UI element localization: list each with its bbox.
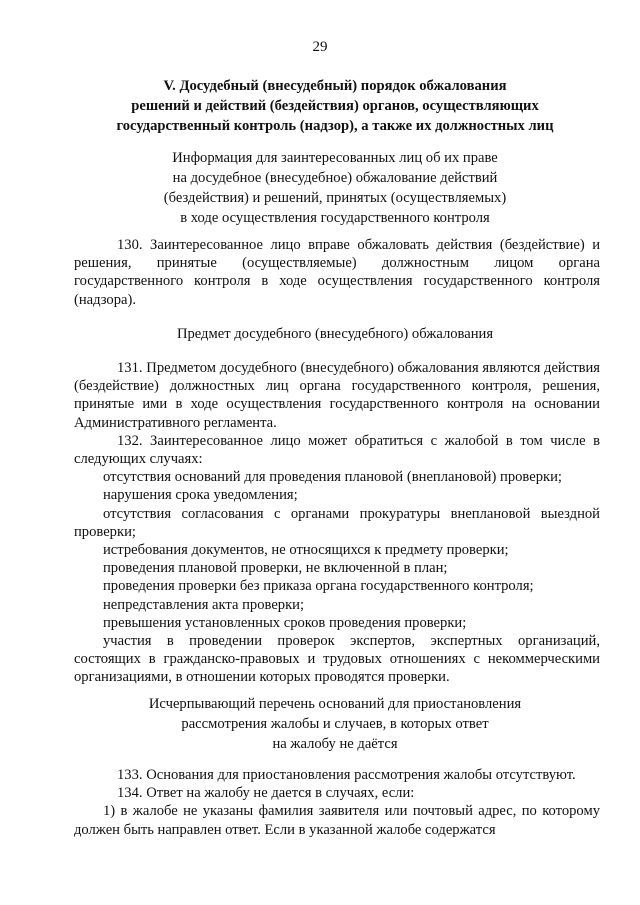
- paragraph-130-block: [74, 236, 600, 309]
- grounds-heading-line: рассмотрения жалобы и случаев, в которых ответ: [181, 716, 489, 732]
- subject-heading: Предмет досудебного (внесудебного) обжалования: [176, 326, 494, 342]
- main-body: [74, 359, 600, 687]
- grounds-heading-line: Исчерпывающий перечень оснований для приостановления: [148, 696, 522, 712]
- case-item: проведения проверки без приказа органа государственного контроля;: [103, 578, 534, 595]
- info-heading-line: в ходе осуществления государственного контроля: [180, 210, 490, 226]
- case-item: отсутствия оснований для проведения плановой (внеплановой) проверки;: [103, 469, 562, 486]
- grounds-heading-line: на жалобу не даётся: [272, 736, 398, 752]
- section-title-line: государственный контроль (надзор), а также их должностных лиц: [116, 118, 554, 134]
- case-item: превышения установленных сроков проведения проверки;: [103, 614, 467, 631]
- paragraph-134-item-1: 1) в жалобе не указаны фамилия заявителя или почтовый адрес, по которому должен быть направлен ответ. Если в указанной жалобе содержатся: [74, 803, 600, 838]
- info-heading: [100, 148, 570, 228]
- info-heading-line: Информация для заинтересованных лиц об их праве: [172, 150, 498, 166]
- page-number: 29: [312, 39, 328, 55]
- info-heading-line: (бездействия) и решений, принятых (осуществляемых): [163, 190, 507, 206]
- info-heading-line: на досудебное (внесудебное) обжалование действий: [172, 170, 498, 186]
- section-title: [70, 76, 600, 136]
- case-item: проведения плановой проверки, не включенной в план;: [103, 560, 448, 577]
- paragraph-134: 134. Ответ на жалобу не дается в случаях, если:: [117, 785, 415, 802]
- section-title-line: V. Досудебный (внесудебный) порядок обжалования: [163, 78, 507, 94]
- case-item: непредставления акта проверки;: [103, 596, 305, 613]
- grounds-heading: [100, 694, 570, 754]
- section-title-line: решений и действий (бездействия) органов, осуществляющих: [131, 98, 539, 114]
- paragraph-131: 131. Предметом досудебного (внесудебного) обжалования являются действия (бездействие) должностных лиц органа государственного контроля, решения, принятые ими в ходе осуществления государственного контроля на основании Административного регламента.: [74, 360, 600, 431]
- case-item: нарушения срока уведомления;: [103, 487, 298, 504]
- paragraph-132: 132. Заинтересованное лицо может обратиться с жалобой в том числе в следующих случаях:: [74, 432, 600, 468]
- closing-body: [74, 766, 600, 839]
- paragraph-130: 130. Заинтересованное лицо вправе обжаловать действия (бездействие) и решения, принятые (осуществляемые) должностным лицом органа государственного контроля в ходе осуществления государственного контроля (надзора).: [74, 237, 600, 308]
- case-item: участия в проведении проверок экспертов, экспертных организаций, состоящих в гражданско-правовых и трудовых отношениях с некоммерческими организациями, в отношении которых проводятся проверки.: [74, 633, 600, 686]
- case-item: истребования документов, не относящихся к предмету проверки;: [103, 542, 509, 559]
- paragraph-133: 133. Основания для приостановления рассмотрения жалобы отсутствуют.: [117, 767, 576, 783]
- case-item: отсутствия согласования с органами прокуратуры внеплановой выездной проверки;: [74, 505, 600, 540]
